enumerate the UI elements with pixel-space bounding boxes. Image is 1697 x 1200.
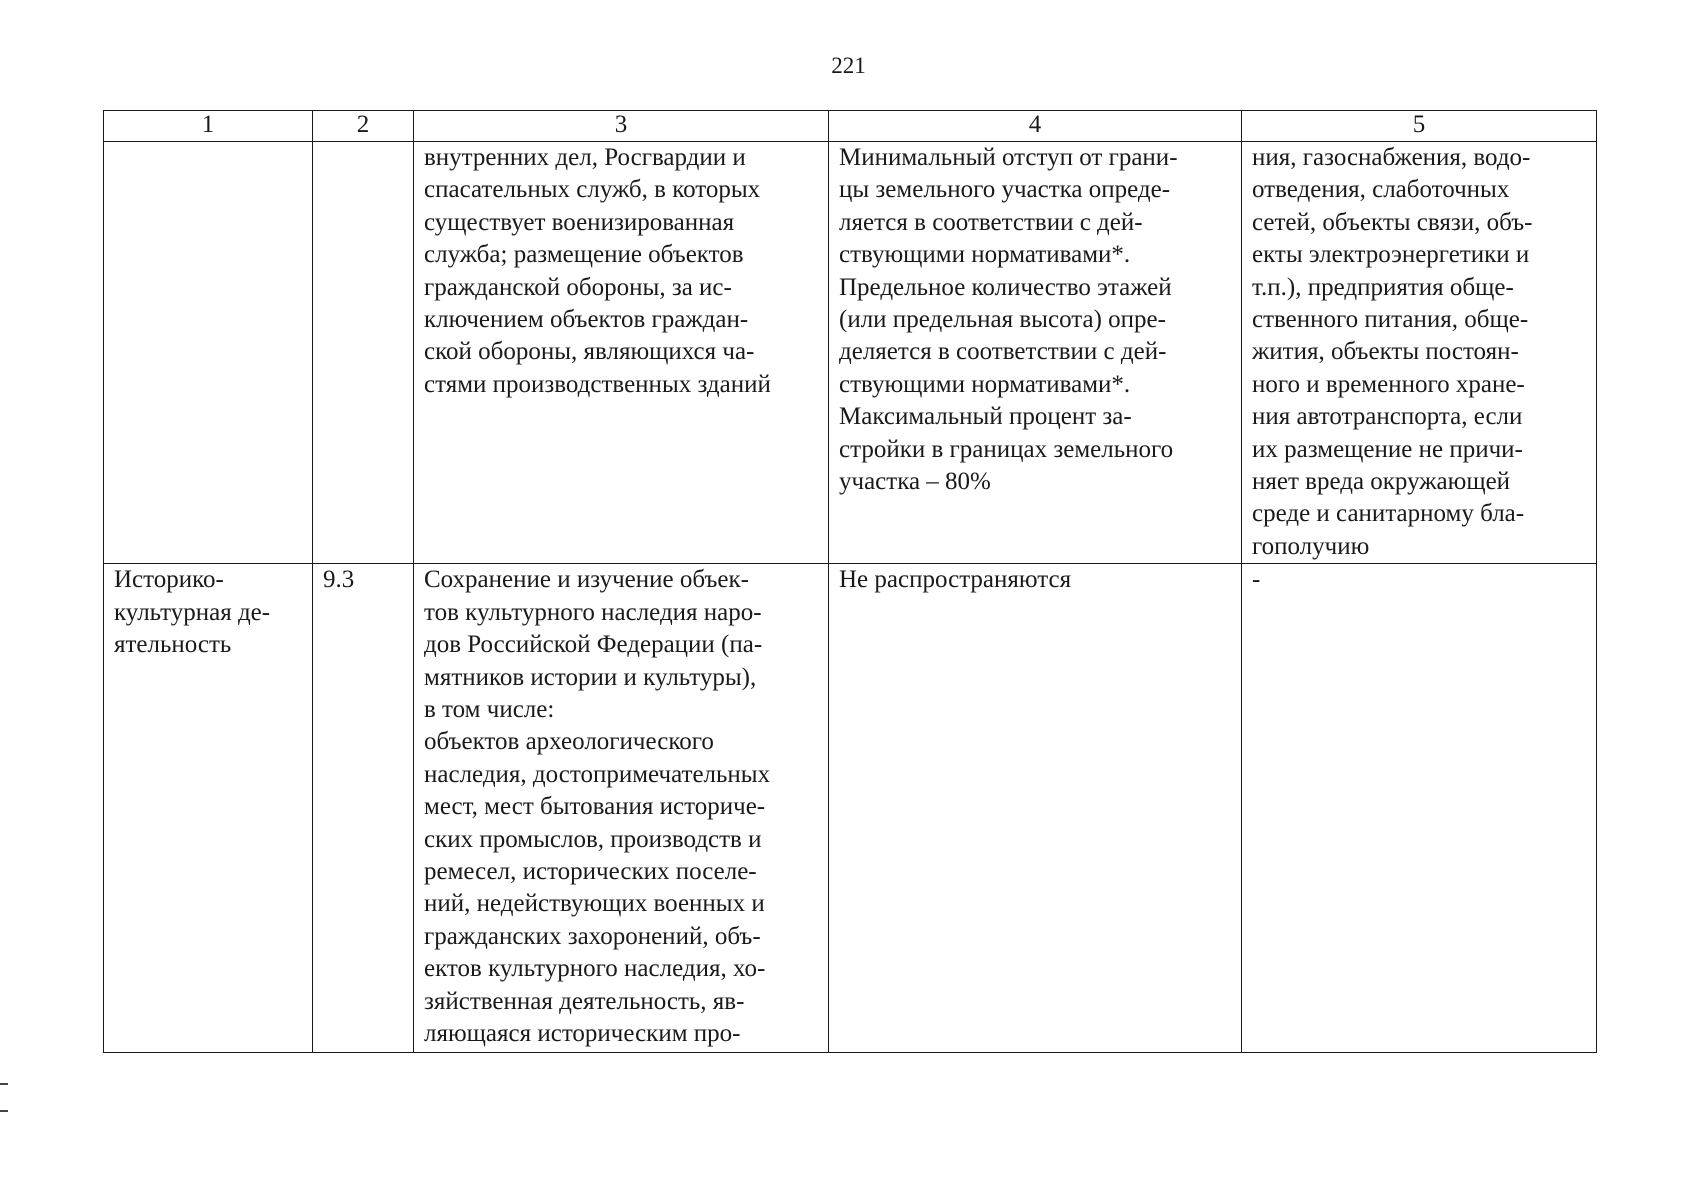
column-header: 5: [1242, 111, 1597, 142]
column-header: 1: [104, 111, 313, 142]
table-row: [104, 142, 1597, 564]
table-cell: [104, 142, 313, 564]
table-cell: [313, 142, 414, 564]
table-cell: [313, 564, 414, 1053]
page-number: 221: [831, 53, 866, 78]
column-header: 2: [313, 111, 414, 142]
table-cell: [829, 142, 1242, 564]
cell-text: Сохранение и изучение объек- тов культурного наследия наро- дов Российской Федерации (па- мятников истории и культуры), в том числе: объектов археологического наследия, достопримечательных мест, мест бытования историче- ских промыслов, производств и ремесел, исторических поселе- ний, недействующих военных и гражданских захоронений, объ- ектов культурного наследия, хо- зяйственная деятельность, яв- ляющаяся историческим про-: [424, 566, 771, 1047]
cell-text: Минимальный отступ от грани- цы земельного участка опреде- ляется в соответствии с дей- ствующими нормативами*. Предельное количество этажей (или предельная высота) опре- деляется в соответствии с дей- ствующими нормативами*. Максимальный процент за- стройки в границах земельного участка – 80%: [839, 144, 1178, 496]
table-cell: [1242, 142, 1597, 564]
land-use-table: [103, 110, 1597, 1053]
cell-text: -: [1252, 566, 1261, 594]
table-row: [104, 564, 1597, 1053]
table-cell: [104, 564, 313, 1053]
cell-text: ния, газоснабжения, водо- отведения, слаботочных сетей, объекты связи, объ- екты электроэнергетики и т.п.), предприятия обще- ственного питания, обще- жития, объекты постоян- ного и временного хране- ния автотранспорта, если их размещение не причи- няет вреда окружающей среде и санитарному бла- гополучию: [1252, 144, 1533, 560]
column-header: 3: [414, 111, 829, 142]
table-cell: [414, 142, 829, 564]
cell-text: 9.3: [323, 566, 355, 594]
table-cell: [1242, 564, 1597, 1053]
table-cell: [829, 564, 1242, 1053]
cell-text: Не распространяются: [839, 566, 1072, 594]
table-header-row: [104, 111, 1597, 142]
column-header: 4: [829, 111, 1242, 142]
scan-margin-mark: [0, 1083, 8, 1085]
scan-margin-mark: [0, 1110, 8, 1112]
cell-text: внутренних дел, Росгвардии и спасательных служб, в которых существует военизированная служба; размещение объектов гражданской обороны, за ис- ключением объектов граждан- ской обороны, являющихся ча- стями производственных зданий: [424, 144, 771, 398]
cell-text: Историко- культурная де- ятельность: [114, 566, 271, 659]
table-cell: [414, 564, 829, 1053]
